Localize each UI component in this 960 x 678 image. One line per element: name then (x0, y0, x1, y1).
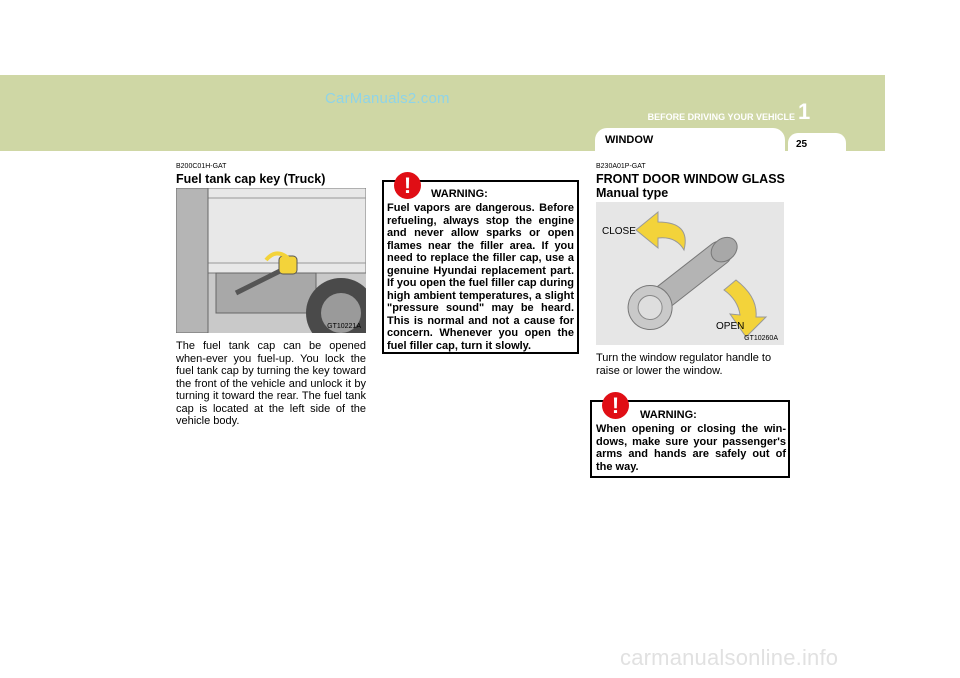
section-heading: FRONT DOOR WINDOW GLASS (596, 172, 785, 186)
section-title: WINDOW (605, 134, 654, 146)
open-label: OPEN (716, 321, 745, 332)
section-code: B200C01H-GAT (176, 163, 227, 170)
body-text: The fuel tank cap can be opened when-ever you fuel-up. You lock the fuel tank cap by turning the key toward the front of the vehicle and unlock it by turning it toward the rear. The fuel tank cap is located at the left side of the vehicle body. (176, 340, 366, 427)
warning-text: Fuel vapors are dangerous. Before refueling, always stop the engine and never allow sparks or open flames near the filler area. If you need to replace the filler cap, use a genuine Hyundai replacement part. If you open the fuel filler cap during high ambient temperatures, a slight "pressure sound" may be heard. This is normal and not a cause for concern. Whenever you open the fuel filler cap, turn it slowly. (387, 202, 574, 352)
window-regulator-illustration (596, 202, 784, 345)
figure-code: GT10260A (744, 335, 778, 342)
warning-text: When opening or closing the win-dows, make sure your passenger's arms and hands are safely out of the way. (596, 423, 786, 473)
warning-box (382, 173, 579, 354)
section-heading: Fuel tank cap key (Truck) (176, 172, 326, 186)
close-label: CLOSE (602, 226, 636, 237)
chapter-title: BEFORE DRIVING YOUR VEHICLE (647, 112, 795, 122)
warning-box (590, 393, 790, 478)
section-subheading: Manual type (596, 186, 669, 200)
figure-code: GT10221A (327, 323, 361, 330)
footer-watermark[interactable]: carmanualsonline.info (620, 645, 839, 670)
section-code: B230A01P-GAT (596, 163, 646, 170)
warning-title: WARNING: (431, 188, 488, 200)
site-watermark[interactable]: CarManuals2.com (325, 90, 450, 107)
warning-icon: ! (602, 392, 629, 419)
page-number: 25 (796, 139, 808, 150)
warning-title: WARNING: (640, 409, 697, 421)
truck-side-illustration (176, 188, 366, 333)
body-text: Turn the window regulator handle to raise or lower the window. (596, 352, 772, 377)
fuel-cap-figure (176, 188, 366, 333)
window-handle-figure (596, 202, 784, 345)
warning-icon: ! (394, 172, 421, 199)
chapter-number: 1 (798, 99, 811, 124)
